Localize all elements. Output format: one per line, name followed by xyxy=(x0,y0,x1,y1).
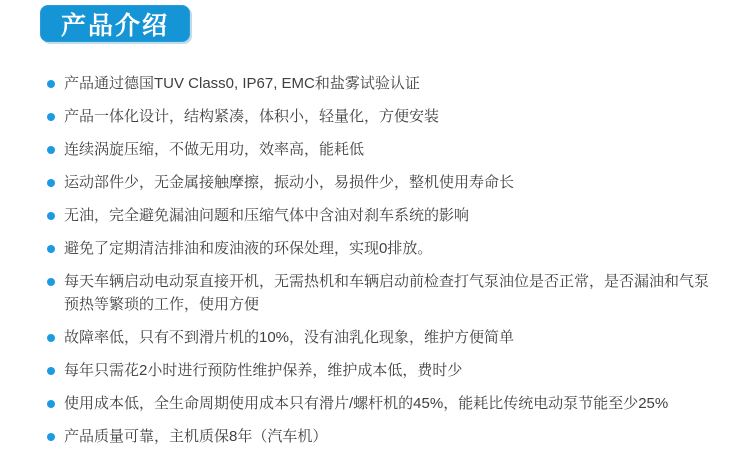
feature-item xyxy=(47,392,715,415)
feature-text: 产品通过德国TUV Class0, IP67, EMC和盐雾试验认证 xyxy=(64,75,420,92)
feature-item xyxy=(47,270,715,316)
feature-item xyxy=(47,105,715,128)
feature-item xyxy=(47,237,715,260)
feature-item xyxy=(47,204,715,227)
feature-text: 无油，完全避免漏油问题和压缩气体中含油对刹车系统的影响 xyxy=(64,207,470,224)
feature-text: 故障率低，只有不到滑片机的10%，没有油乳化现象，维护方便简单 xyxy=(64,329,515,346)
feature-text: 产品质量可靠，主机质保8年（汽车机） xyxy=(64,428,328,445)
bullet-icon xyxy=(47,367,55,375)
feature-text: 运动部件少，无金属接触摩擦，振动小，易损件少，整机使用寿命长 xyxy=(64,174,515,191)
feature-item xyxy=(47,425,715,448)
bullet-icon xyxy=(47,334,55,342)
feature-item xyxy=(47,359,715,382)
bullet-icon xyxy=(47,245,55,253)
bullet-icon xyxy=(47,433,55,441)
feature-text: 产品一体化设计，结构紧凑，体积小，轻量化，方便安装 xyxy=(64,108,440,125)
bullet-icon xyxy=(47,400,55,408)
feature-text: 连续涡旋压缩，不做无用功，效率高，能耗低 xyxy=(64,141,365,158)
feature-item xyxy=(47,138,715,161)
bullet-icon xyxy=(47,212,55,220)
feature-text: 每天车辆启动电动泵直接开机，无需热机和车辆启动前检查打气泵油位是否正常，是否漏油和气泵预热等繁琐的工作，使用方便 xyxy=(64,273,710,313)
feature-list xyxy=(47,72,715,452)
bullet-icon xyxy=(47,113,55,121)
section-title-badge xyxy=(40,5,190,42)
bullet-icon xyxy=(47,146,55,154)
feature-item xyxy=(47,72,715,95)
bullet-icon xyxy=(47,80,55,88)
feature-item xyxy=(47,326,715,349)
bullet-icon xyxy=(47,179,55,187)
feature-text: 避免了定期清洁排油和废油液的环保处理，实现0排放。 xyxy=(64,240,433,257)
feature-text: 每年只需花2小时进行预防性维护保养，维护成本低，费时少 xyxy=(64,362,463,379)
bullet-icon xyxy=(47,278,55,286)
feature-text: 使用成本低，全生命周期使用成本只有滑片/螺杆机的45%，能耗比传统电动泵节能至少25% xyxy=(64,395,669,412)
feature-item xyxy=(47,171,715,194)
section-title: 产品介绍 xyxy=(61,11,170,40)
